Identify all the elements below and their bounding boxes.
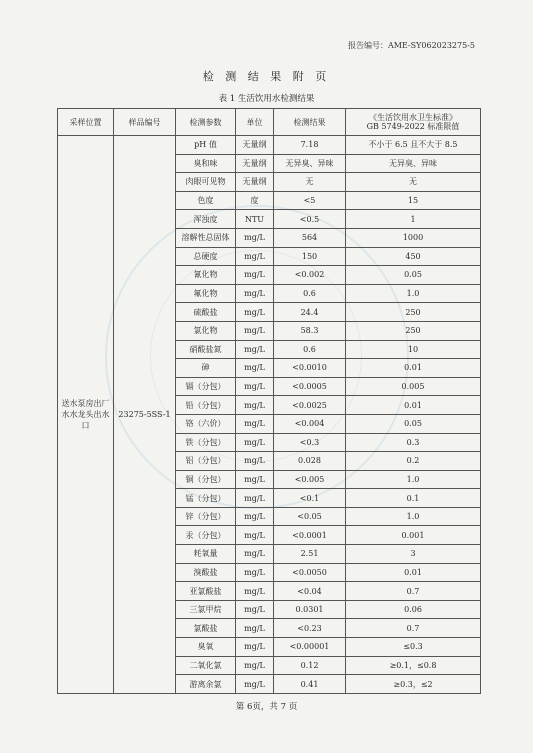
cell-result: <0.0025 <box>274 396 346 415</box>
cell-unit: 无量纲 <box>236 154 274 173</box>
cell-param: 砷 <box>176 359 236 378</box>
cell-param: 氯酸盐 <box>176 619 236 638</box>
cell-result: 24.4 <box>274 303 346 322</box>
table-header <box>58 109 481 136</box>
cell-limit: 0.7 <box>346 582 481 601</box>
cell-unit: mg/L <box>236 377 274 396</box>
cell-limit: 1.0 <box>346 284 481 303</box>
cell-result: 0.12 <box>274 656 346 675</box>
page-title: 检 测 结 果 附 页 <box>202 70 331 83</box>
cell-param: 溶解性总固体 <box>176 228 236 247</box>
cell-param: 二氧化氯 <box>176 656 236 675</box>
cell-unit: mg/L <box>236 414 274 433</box>
cell-unit: mg/L <box>236 619 274 638</box>
cell-result: <0.3 <box>274 433 346 452</box>
cell-unit: mg/L <box>236 247 274 266</box>
cell-result: <0.0005 <box>274 377 346 396</box>
cell-result: <0.5 <box>274 210 346 229</box>
cell-limit: 0.2 <box>346 452 481 471</box>
cell-param: pH 值 <box>176 136 236 155</box>
cell-limit: 无 <box>346 173 481 192</box>
cell-result: 2.51 <box>274 545 346 564</box>
cell-param: 锰（分包） <box>176 489 236 508</box>
page-footer: 第 6页，共 7 页 <box>235 702 298 712</box>
cell-limit: 无异臭、异味 <box>346 154 481 173</box>
cell-param: 色度 <box>176 191 236 210</box>
table-body <box>58 136 481 694</box>
cell-result: <0.0010 <box>274 359 346 378</box>
cell-limit: 0.01 <box>346 396 481 415</box>
header-param: 检测参数 <box>176 109 236 136</box>
cell-result: <5 <box>274 191 346 210</box>
cell-param: 溴酸盐 <box>176 563 236 582</box>
cell-result: <0.00001 <box>274 638 346 657</box>
cell-limit: 3 <box>346 545 481 564</box>
cell-result: <0.23 <box>274 619 346 638</box>
cell-param: 汞（分包） <box>176 526 236 545</box>
cell-param: 总硬度 <box>176 247 236 266</box>
cell-limit: 0.05 <box>346 414 481 433</box>
cell-param: 铅（分包） <box>176 396 236 415</box>
cell-unit: 无量纲 <box>236 136 274 155</box>
cell-unit: mg/L <box>236 675 274 694</box>
cell-result: <0.1 <box>274 489 346 508</box>
cell-limit: 0.05 <box>346 266 481 285</box>
cell-unit: mg/L <box>236 433 274 452</box>
cell-limit: 0.01 <box>346 563 481 582</box>
cell-unit: mg/L <box>236 303 274 322</box>
cell-unit: 无量纲 <box>236 173 274 192</box>
cell-result: 无异臭、异味 <box>274 154 346 173</box>
cell-result: 150 <box>274 247 346 266</box>
header-limit-line1: 《生活饮用水卫生标准》 <box>369 113 457 122</box>
cell-param: 亚氯酸盐 <box>176 582 236 601</box>
cell-param: 铁（分包） <box>176 433 236 452</box>
cell-unit: mg/L <box>236 656 274 675</box>
cell-limit: 不小于 6.5 且不大于 8.5 <box>346 136 481 155</box>
cell-result: <0.05 <box>274 507 346 526</box>
cell-result: <0.002 <box>274 266 346 285</box>
cell-limit: 0.001 <box>346 526 481 545</box>
cell-unit: mg/L <box>236 228 274 247</box>
cell-unit: mg/L <box>236 489 274 508</box>
cell-limit: 15 <box>346 191 481 210</box>
cell-unit: mg/L <box>236 600 274 619</box>
table-row <box>58 136 481 155</box>
cell-unit: mg/L <box>236 321 274 340</box>
header-sample-id: 样品编号 <box>114 109 176 136</box>
cell-result: <0.005 <box>274 470 346 489</box>
cell-param: 三氯甲烷 <box>176 600 236 619</box>
results-table <box>57 108 481 694</box>
cell-result: <0.004 <box>274 414 346 433</box>
cell-result: 0.6 <box>274 340 346 359</box>
header-result: 检测结果 <box>274 109 346 136</box>
cell-limit: 1000 <box>346 228 481 247</box>
cell-sample-id: 23275-5SS-1 <box>114 136 176 694</box>
cell-unit: mg/L <box>236 470 274 489</box>
cell-limit: ≥0.3，≤2 <box>346 675 481 694</box>
cell-param: 臭氧 <box>176 638 236 657</box>
cell-param: 铜（分包） <box>176 470 236 489</box>
cell-unit: mg/L <box>236 526 274 545</box>
cell-param: 肉眼可见物 <box>176 173 236 192</box>
cell-param: 氰化物 <box>176 266 236 285</box>
table-caption: 表 1 生活饮用水检测结果 <box>218 94 315 104</box>
cell-unit: mg/L <box>236 563 274 582</box>
cell-param: 耗氧量 <box>176 545 236 564</box>
cell-unit: mg/L <box>236 266 274 285</box>
cell-limit: 1.0 <box>346 507 481 526</box>
cell-result: 58.3 <box>274 321 346 340</box>
cell-param: 硝酸盐氮 <box>176 340 236 359</box>
cell-unit: NTU <box>236 210 274 229</box>
header-limit <box>346 109 481 136</box>
cell-limit: 1 <box>346 210 481 229</box>
cell-param: 游离余氯 <box>176 675 236 694</box>
cell-result: 无 <box>274 173 346 192</box>
cell-limit: 0.06 <box>346 600 481 619</box>
report-number: 报告编号：AME-SY062023275-5 <box>347 41 475 50</box>
header-unit: 单位 <box>236 109 274 136</box>
cell-limit: 1.0 <box>346 470 481 489</box>
cell-unit: mg/L <box>236 359 274 378</box>
cell-limit: ≤0.3 <box>346 638 481 657</box>
header-location: 采样位置 <box>58 109 114 136</box>
header-limit-line2: GB 5749-2022 标准限值 <box>366 122 460 131</box>
cell-limit: ≥0.1，≤0.8 <box>346 656 481 675</box>
cell-unit: mg/L <box>236 452 274 471</box>
cell-param: 铬（六价） <box>176 414 236 433</box>
cell-unit: mg/L <box>236 396 274 415</box>
cell-limit: 450 <box>346 247 481 266</box>
cell-unit: mg/L <box>236 582 274 601</box>
cell-limit: 0.7 <box>346 619 481 638</box>
cell-result: 0.028 <box>274 452 346 471</box>
cell-param: 硫酸盐 <box>176 303 236 322</box>
cell-limit: 250 <box>346 303 481 322</box>
cell-param: 铝（分包） <box>176 452 236 471</box>
cell-result: 0.41 <box>274 675 346 694</box>
cell-param: 氟化物 <box>176 284 236 303</box>
cell-param: 氯化物 <box>176 321 236 340</box>
cell-unit: mg/L <box>236 507 274 526</box>
cell-unit: mg/L <box>236 545 274 564</box>
cell-param: 锌（分包） <box>176 507 236 526</box>
cell-limit: 0.005 <box>346 377 481 396</box>
cell-result: 0.0301 <box>274 600 346 619</box>
cell-location: 送水泵房出厂水水龙头出水口 <box>58 136 114 694</box>
cell-unit: mg/L <box>236 340 274 359</box>
cell-unit: 度 <box>236 191 274 210</box>
cell-param: 镉（分包） <box>176 377 236 396</box>
cell-result: <0.0050 <box>274 563 346 582</box>
cell-limit: 0.3 <box>346 433 481 452</box>
cell-limit: 250 <box>346 321 481 340</box>
cell-result: 0.6 <box>274 284 346 303</box>
cell-limit: 10 <box>346 340 481 359</box>
cell-limit: 0.01 <box>346 359 481 378</box>
cell-result: <0.0001 <box>274 526 346 545</box>
cell-result: 7.18 <box>274 136 346 155</box>
cell-unit: mg/L <box>236 284 274 303</box>
cell-limit: 0.1 <box>346 489 481 508</box>
cell-result: 564 <box>274 228 346 247</box>
cell-unit: mg/L <box>236 638 274 657</box>
cell-param: 臭和味 <box>176 154 236 173</box>
cell-param: 浑浊度 <box>176 210 236 229</box>
cell-result: <0.04 <box>274 582 346 601</box>
